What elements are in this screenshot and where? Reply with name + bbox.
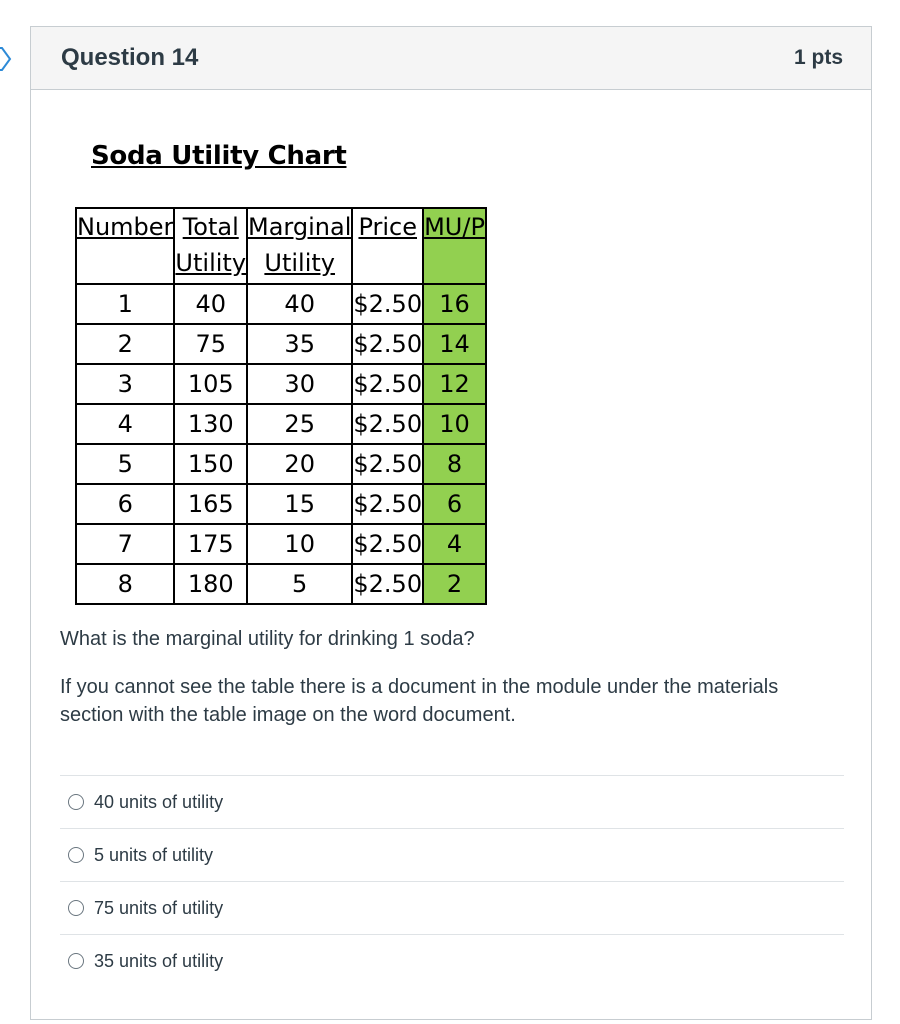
cell-number: 6	[76, 484, 174, 524]
cell-total-utility: 130	[174, 404, 247, 444]
table-header-row	[76, 208, 486, 284]
question-title: Question 14	[61, 44, 199, 71]
cell-number: 3	[76, 364, 174, 404]
question-note: If you cannot see the table there is a document in the module under the materials section with the table image on the word document.	[60, 676, 779, 726]
cell-price: $2.50	[352, 404, 423, 444]
question-card	[30, 26, 872, 1020]
question-header	[31, 27, 871, 90]
cell-price: $2.50	[352, 484, 423, 524]
cell-total-utility: 105	[174, 364, 247, 404]
radio-unchecked-icon[interactable]	[68, 900, 84, 916]
cell-marginal-utility: 25	[247, 404, 352, 444]
utility-table	[75, 207, 487, 605]
table-row	[76, 524, 486, 564]
cell-mu-p: 6	[423, 484, 486, 524]
cell-number: 7	[76, 524, 174, 564]
table-row	[76, 364, 486, 404]
cell-price: $2.50	[352, 324, 423, 364]
cell-total-utility: 175	[174, 524, 247, 564]
question-text	[60, 625, 840, 749]
cell-marginal-utility: 35	[247, 324, 352, 364]
table-row	[76, 444, 486, 484]
question-prompt: What is the marginal utility for drinking 1 soda?	[60, 628, 475, 650]
cell-price: $2.50	[352, 524, 423, 564]
answer-label: 40 units of utility	[94, 791, 224, 812]
header-mu-p: MU/P	[423, 208, 486, 284]
table-row	[76, 404, 486, 444]
cell-number: 1	[76, 284, 174, 324]
question-points: 1 pts	[793, 46, 843, 69]
cell-number: 2	[76, 324, 174, 364]
cell-marginal-utility: 5	[247, 564, 352, 604]
answer-label: 75 units of utility	[94, 897, 224, 918]
header-price: Price	[352, 208, 423, 284]
cell-total-utility: 150	[174, 444, 247, 484]
answer-list	[60, 775, 844, 987]
cell-price: $2.50	[352, 364, 423, 404]
radio-unchecked-icon[interactable]	[68, 847, 84, 863]
header-marginal-utility: Marginal Utility	[247, 208, 352, 284]
cell-mu-p: 10	[423, 404, 486, 444]
cell-marginal-utility: 40	[247, 284, 352, 324]
answer-label: 35 units of utility	[94, 950, 224, 971]
cell-price: $2.50	[352, 444, 423, 484]
table-row	[76, 284, 486, 324]
header-number: Number	[76, 208, 174, 284]
cell-mu-p: 2	[423, 564, 486, 604]
cell-marginal-utility: 15	[247, 484, 352, 524]
cell-total-utility: 40	[174, 284, 247, 324]
answer-option[interactable]	[60, 934, 844, 987]
cell-mu-p: 16	[423, 284, 486, 324]
header-total-utility: Total Utility	[174, 208, 247, 284]
table-row	[76, 324, 486, 364]
cell-price: $2.50	[352, 564, 423, 604]
cell-number: 5	[76, 444, 174, 484]
cell-mu-p: 8	[423, 444, 486, 484]
table-row	[76, 484, 486, 524]
cell-total-utility: 180	[174, 564, 247, 604]
cell-price: $2.50	[352, 284, 423, 324]
cell-total-utility: 75	[174, 324, 247, 364]
cell-mu-p: 14	[423, 324, 486, 364]
cell-number: 8	[76, 564, 174, 604]
cell-total-utility: 165	[174, 484, 247, 524]
answer-option[interactable]	[60, 775, 844, 828]
cell-mu-p: 4	[423, 524, 486, 564]
chart-title: Soda Utility Chart	[91, 141, 347, 171]
answer-option[interactable]	[60, 881, 844, 934]
question-flag-icon[interactable]	[0, 44, 16, 74]
cell-marginal-utility: 30	[247, 364, 352, 404]
cell-mu-p: 12	[423, 364, 486, 404]
answer-label: 5 units of utility	[94, 844, 214, 865]
table-row	[76, 564, 486, 604]
cell-number: 4	[76, 404, 174, 444]
cell-marginal-utility: 10	[247, 524, 352, 564]
cell-marginal-utility: 20	[247, 444, 352, 484]
radio-unchecked-icon[interactable]	[68, 953, 84, 969]
answer-option[interactable]	[60, 828, 844, 881]
radio-unchecked-icon[interactable]	[68, 794, 84, 810]
